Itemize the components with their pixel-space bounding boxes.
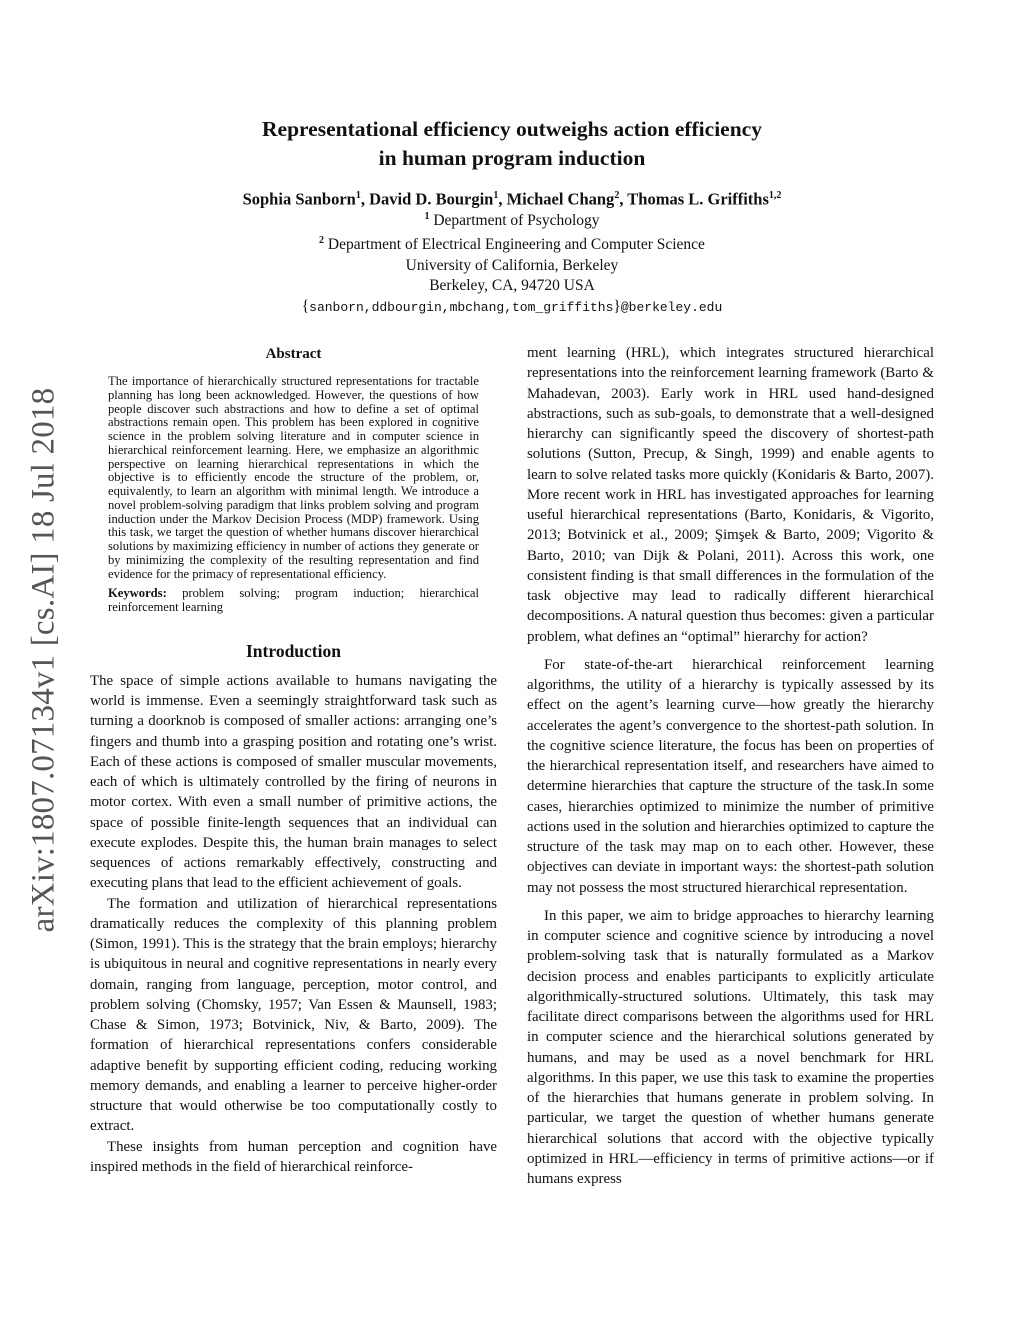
author-name: David D. Bourgin: [369, 189, 494, 209]
affiliations: [150, 207, 874, 318]
university: University of California, Berkeley: [405, 256, 619, 274]
author-name: Sophia Sanborn: [242, 189, 356, 209]
affiliation-1: $^1$ Department of Psychology: [424, 211, 600, 230]
left-column: [90, 345, 497, 1177]
paragraph: For state-of-the-art hierarchical reinforcement learning algorithms, the utility of a hierarchy is typically assessed by its effect on the agent’s learning curve—how greatly the hierarchy accelerates the agent’s convergence to the shortest-path solution. In the cognitive science literature, the focus has been on properties of the hierarchical representation itself, and researchers have aimed to determine hierarchies that capture the structure of the task.In some cases, hierarchies optimized to minimize the number of primitive actions used in the solution and hierarchies optimized to capture the structure of the task may map on to each other. However, these objectives can deviate in important ways: the shortest-path solution may not possess the most structured hierarchical representation.: [527, 656, 934, 896]
right-column: [527, 343, 934, 1189]
keywords-label: Keywords:: [108, 586, 167, 601]
introduction-heading: Introduction: [246, 640, 341, 661]
abstract-heading: Abstract: [265, 346, 322, 362]
abstract-text: The importance of hierarchically structured representations for tractable planning has long been acknowledged. However, the questions of how people discover such abstractions and how to define a set of optimal abstractions remain open. This problem has been explored in cognitive science in the problem solving literature and in computer science in hierarchical reinforcement learning. Here, we emphasize an algorithmic perspective on learning hierarchical representations in which the objective is to efficiently encode the structure of the problem, or, equivalently, to learn an algorithm with minimal length. We introduce a novel problem-solving paradigm that links problem solving and program induction under the Markov Decision Process (MDP) framework. Using this task, we target the question of whether humans discover hierarchical solutions by maximizing efficiency in number of actions they generate or by minimizing the complexity of the resulting representation and find evidence for the primacy of representational efficiency.: [108, 374, 479, 581]
paragraph: In this paper, we aim to bridge approaches to hierarchy learning in computer science and cognitive science by introducing a novel problem-solving task that is naturally formulated as a Markov decision process and enables participants to explicitly articulate algorithmically-structured solutions. Ultimately, this task may facilitate direct comparisons between the algorithms used for HRL in computer science and the hierarchical solutions generated by humans, and may be used as a novel benchmark for HRL algorithms. In this paper, we use this task to examine the properties of the hierarchies that humans generate in problem solving. In particular, we target the question of whether humans generate hierarchical solutions that accord with the objective typically optimized in HRL—efficiency in terms of primitive actions—or if humans express: [527, 907, 934, 1187]
keywords: [108, 587, 479, 615]
author-name: Thomas L. Griffiths: [627, 189, 769, 209]
title-line-2: in human program induction: [378, 146, 646, 170]
email-domain: @berkeley.edu: [620, 299, 723, 315]
author-affil-marker: 2: [614, 190, 620, 201]
author-list: Sophia Sanborn$^1$, David D. Bourgin$^1$, Michael Chang$^2$, Thomas L. Griffiths$^{1,2}$: [242, 189, 782, 209]
keywords-text: problem solving; program induction; hierarchical reinforcement learning: [108, 586, 479, 614]
paragraph: The space of simple actions available to humans navigating the world is immense. Even a seemingly straightforward task such as turning a doorknob is composed of smaller actions: arranging one’s fingers and thumb into a grasping position and rotating one’s wrist. Each of these actions is composed of smaller muscular movements, each of which is ultimately controlled by the firing of neurons in motor cortex. With even a small number of primitive actions, the space of possible finite-length sequences that an individual can execute explodes. Despite this, the human brain manages to select sequences of actions remarkably effectively, constructing and executing plans that lead to the efficient achievement of goals.: [90, 672, 497, 892]
author-affil-marker: 1: [355, 190, 361, 201]
author-name: Michael Chang: [506, 189, 615, 209]
title-line-1: Representational efficiency outweighs action efficiency: [262, 117, 762, 141]
paper-title: [150, 115, 874, 173]
email-names: sanborn,ddbourgin,mbchang,tom_griffiths: [309, 299, 614, 315]
author-affil-marker: 1,2: [768, 190, 782, 201]
affiliation-2: $^2$ Department of Electrical Engineering and Computer Science: [319, 235, 705, 254]
address: Berkeley, CA, 94720 USA: [429, 277, 595, 295]
author-affil-marker: 1: [493, 190, 499, 201]
paragraph: These insights from human perception and cognition have inspired methods in the field of hierarchical reinforce-: [90, 1138, 497, 1175]
arxiv-identifier: arXiv:1807.07134v1 [cs.AI] 18 Jul 2018: [25, 387, 62, 933]
email-line: {sanborn,ddbourgin,mbchang,tom_griffiths}@berkeley.edu: [301, 297, 723, 315]
paragraph: The formation and utilization of hierarchical representations dramatically reduces the complexity of this planning problem (Simon, 1991). This is the strategy that the brain employs; hierarchy is ubiquitous in neural and cognitive representations in nearly every domain, ranging from language, perception, motor control, and problem solving (Chomsky, 1957; Van Essen & Maunsell, 1983; Chase & Simon, 1973; Botvinick, Niv, & Barto, 2009). The formation of hierarchical representations confers considerable adaptive benefit by supporting efficient coding, reducing working memory demands, and enabling a learner to perceive higher-order structure that would otherwise be too computationally costly to extract.: [90, 895, 497, 1135]
paragraph: ment learning (HRL), which integrates structured hierarchical representations into the reinforcement learning framework (Barto & Mahadevan, 2003). Early work in HRL used hand-designed abstractions, such as sub-goals, to demonstrate that a well-designed hierarchy can significantly speed the discovery of shortest-path solutions (Sutton, Precup, & Singh, 1999) and enable agents to learn to solve related tasks more quickly (Konidaris & Barto, 2007). More recent work in HRL has investigated approaches for learning useful hierarchical representations (Barto, Konidaris, & Vigorito, 2013; Botvinick et al., 2009; Şimşek & Barto, 2009; Vigorito & Barto, 2010; van Dijk & Polani, 2011). Across this work, one consistent finding is that small differences in the formulation of the task objective may lead to radically different hierarchical decompositions. A natural question thus becomes: given a particular problem, what defines an “optimal” hierarchy for action?: [527, 345, 934, 645]
